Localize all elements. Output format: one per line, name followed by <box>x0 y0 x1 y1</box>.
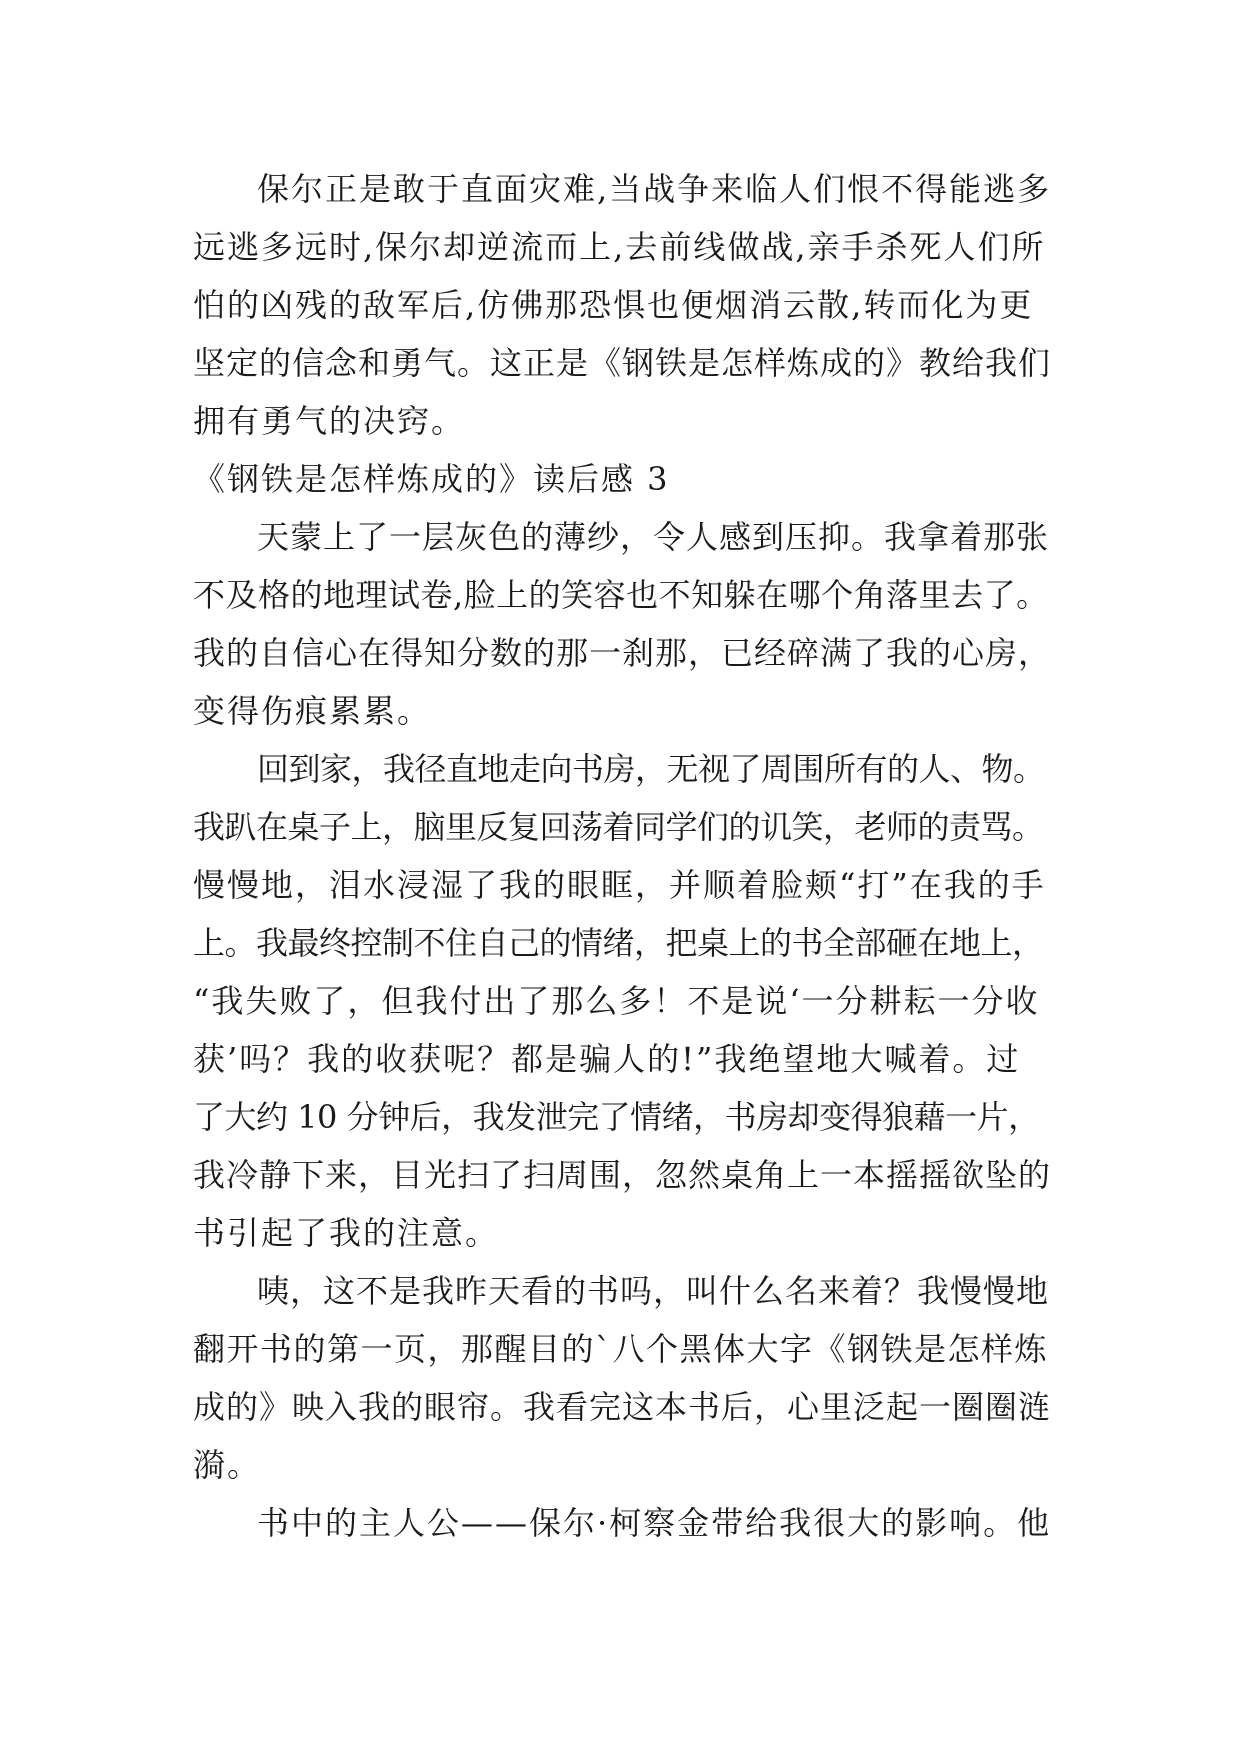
text-line: 翻开书的第一页，那醒目的`八个黑体大字《钢铁是怎样炼 <box>193 1330 1049 1368</box>
text-line: 怕的凶残的敌军后,仿佛那恐惧也便烟消云散,转而化为更 <box>193 286 1034 324</box>
text-line: 书中的主人公——保尔·柯察金带给我很大的影响。他 <box>257 1504 1052 1542</box>
text-line: 慢慢地，泪水浸湿了我的眼眶，并顺着脸颊“打”在我的手 <box>193 866 1046 904</box>
text-line: 远逃多远时,保尔却逆流而上,去前线做战,亲手杀死人们所 <box>193 228 1046 266</box>
text-line: 我冷静下来，目光扫了扫周围，忽然桌角上一本摇摇欲坠的 <box>193 1156 1052 1194</box>
text-line: 书引起了我的注意。 <box>193 1214 500 1252</box>
text-line: 我趴在桌子上，脑里反复回荡着同学们的讥笑，老师的责骂。 <box>193 808 1044 846</box>
text-line: 拥有勇气的决窍。 <box>193 402 466 440</box>
text-line: 不及格的地理试卷,脸上的笑容也不知躲在哪个角落里去了。 <box>193 576 1049 614</box>
text-line: 变得伤痕累累。 <box>193 692 432 730</box>
text-line: “我失败了，但我付出了那么多！不是说‘一分耕耘一分收 <box>193 982 1040 1020</box>
section-heading: 《钢铁是怎样炼成的》读后感 3 <box>193 460 670 498</box>
text-line: 保尔正是敢于直面灾难,当战争来临人们恨不得能逃多 <box>257 170 1052 208</box>
text-line: 漪。 <box>193 1446 262 1484</box>
text-line: 咦，这不是我昨天看的书吗，叫什么名来着？我慢慢地 <box>257 1272 1050 1310</box>
text-line: 我的自信心在得知分数的那一刹那，已经碎满了我的心房， <box>193 634 1052 672</box>
text-line: 坚定的信念和勇气。这正是《钢铁是怎样炼成的》教给我们 <box>193 344 1052 382</box>
text-line: 了大约 10 分钟后，我发泄完了情绪，书房却变得狼藉一片， <box>193 1098 1040 1136</box>
text-line: 天蒙上了一层灰色的薄纱，令人感到压抑。我拿着那张 <box>257 518 1050 556</box>
text-line: 上。我最终控制不住自己的情绪，把桌上的书全部砸在地上， <box>193 924 1044 962</box>
text-line: 获’吗？我的收获呢？都是骗人的!”我绝望地大喊着。过 <box>193 1040 1021 1078</box>
text-line: 回到家，我径直地走向书房，无视了周围所有的人、物。 <box>257 750 1045 788</box>
document-body <box>193 160 1053 1552</box>
text-line: 成的》映入我的眼帘。我看完这本书后，心里泛起一圈圈涟 <box>193 1388 1052 1426</box>
